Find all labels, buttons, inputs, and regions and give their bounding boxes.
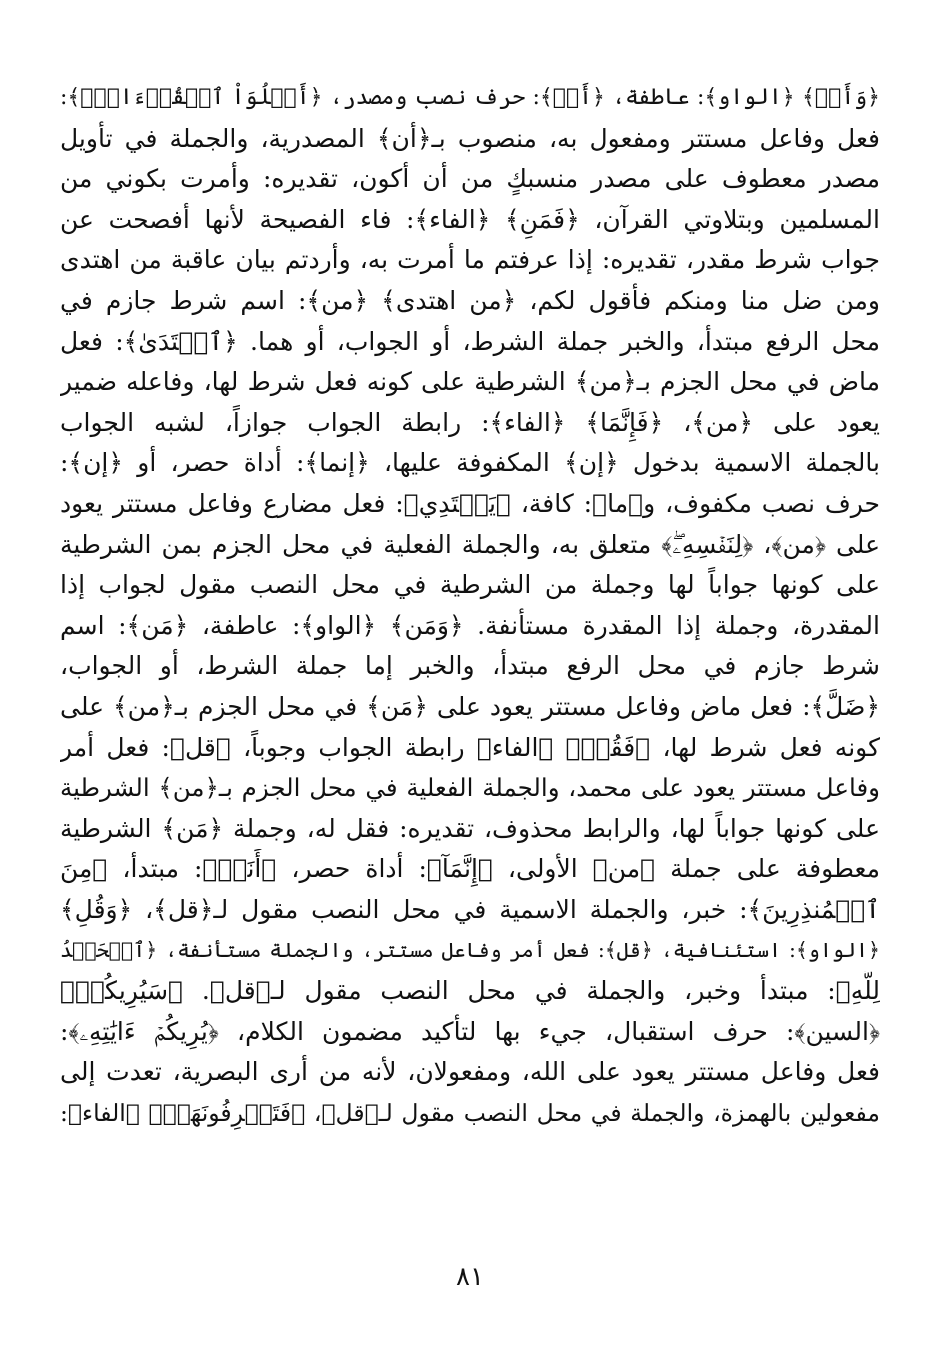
text-line: شرط جازم في محل الرفع مبتدأ، والخبر إما جملة الشرط، أو الجواب، [60,651,880,681]
text-line: ماض في محل الجزم بـ﴿من﴾ الشرطية على كونه فعل شرط لها، وفاعله ضمير [60,367,880,397]
text-line: محل الرفع مبتدأ، والخبر جملة الشرط، أو الجواب، أو هما. ﴿ٱهۡتَدَىٰ﴾: فعل [60,326,880,356]
text-line: على كونها جواباً لها وجملة من الشرطية في محل النصب مقول لجواب إذا [60,570,880,600]
text-line: المقدرة، وجملة إذا المقدرة مستأنفة. ﴿وَمَن﴾ ﴿الواو﴾: عاطفة، ﴿مَن﴾: اسم [60,610,880,640]
text-line: ٱلۡمُنذِرِينَ﴾: خبر، والجملة الاسمية في محل النصب مقول لـ﴿قل﴾، ﴿وَقُلِ﴾ [60,894,880,924]
text-line: ﴿السين﴾: حرف استقبال، جيء بها لتأكيد مضمون الكلام، ﴿يُرِيكُمۡ ءَايَٰتِهِۦ﴾: [60,1016,880,1046]
text-line: معطوفة على جملة ﴿من﴾ الأولى، ﴿إِنَّمَآ﴾: أداة حصر، ﴿أَنَا۠﴾: مبتدأ، ﴿مِنَ [60,854,880,884]
page-number: ٨١ [456,1262,484,1292]
text-line: وفاعل مستتر يعود على محمد، والجملة الفعلية في محل الجزم بـ﴿من﴾ الشرطية [60,773,880,803]
text-line: ﴿الواو﴾: استئنافية، ﴿قل﴾: فعل أمر وفاعل مستتر، والجملة مستأنفة، ﴿ٱلۡحَمۡدُ [60,938,880,963]
text-line: بالجملة الاسمية بدخول ﴿إن﴾ المكفوفة عليها، ﴿إنما﴾: أداة حصر، أو ﴿إن﴾: [60,448,880,478]
text-line: ﴿وَأَنۡ﴾ ﴿الواو﴾: عاطفة، ﴿أَنۡ﴾: حرف نصب ومصدر، ﴿أَتۡلُوَاْ ٱلۡقُرۡءَانَۖ﴾: [60,85,880,110]
text-line: ﴿ضَلَّ﴾: فعل ماض وفاعل مستتر يعود على ﴿مَن﴾ في محل الجزم بـ﴿من﴾ على [60,691,880,721]
text-line: على ﴿من﴾، ﴿لِنَفۡسِهِۦۖ﴾ متعلق به، والجملة الفعلية في محل الجزم بمن الشرطية [60,529,880,559]
text-line: لِلَّهِ﴾: مبتدأ وخبر، والجملة في محل النصب مقول لـ﴿قل﴾. ﴿سَيُرِيكُمۡ﴾ [60,976,880,1006]
text-line: على كونها جواباً لها، والرابط محذوف، تقديره: فقل له، وجملة ﴿مَن﴾ الشرطية [60,813,880,843]
text-line: يعود على ﴿من﴾، ﴿فَإِنَّمَا﴾ ﴿الفاء﴾: رابطة الجواب جوازاً، لشبه الجواب [60,407,880,437]
text-line: جواب شرط مقدر، تقديره: إذا عرفتم ما أمرت به، وأردتم بيان عاقبة من اهتدى [60,245,880,275]
text-line: فعل وفاعل مستتر يعود على الله، ومفعولان، لأنه من أرى البصرية، تعدت إلى [60,1057,880,1087]
page-body [60,78,880,1288]
text-line: حرف نصب مكفوف، و﴿ما﴾: كافة، ﴿يَهۡتَدِي﴾: فعل مضارع وفاعل مستتر يعود [60,488,880,518]
text-line: مفعولين بالهمزة، والجملة في محل النصب مقول لـ﴿قل﴾، ﴿فَتَعۡرِفُونَهَاۚ﴾ ﴿الفاء﴾: [60,1098,880,1127]
text-line: فعل وفاعل مستتر ومفعول به، منصوب بـ﴿أن﴾ المصدرية، والجملة في تأويل [60,123,880,153]
text-line: المسلمين وبتلاوتي القرآن، ﴿فَمَنِ﴾ ﴿الفاء﴾: فاء الفصيحة لأنها أفصحت عن [60,204,880,234]
text-line: كونه فعل شرط لها، ﴿فَقُلۡ﴾ ﴿الفاء﴾ رابطة الجواب وجوباً، ﴿قل﴾: فعل أمر [60,732,880,762]
text-line: ومن ضل منا ومنكم فأقول لكم، ﴿من اهتدى﴾ ﴿من﴾: اسم شرط جازم في [60,285,880,315]
text-line: مصدر معطوف على مصدر منسبكٍ من أن أكون، تقديره: وأمرت بكوني من [60,164,880,194]
